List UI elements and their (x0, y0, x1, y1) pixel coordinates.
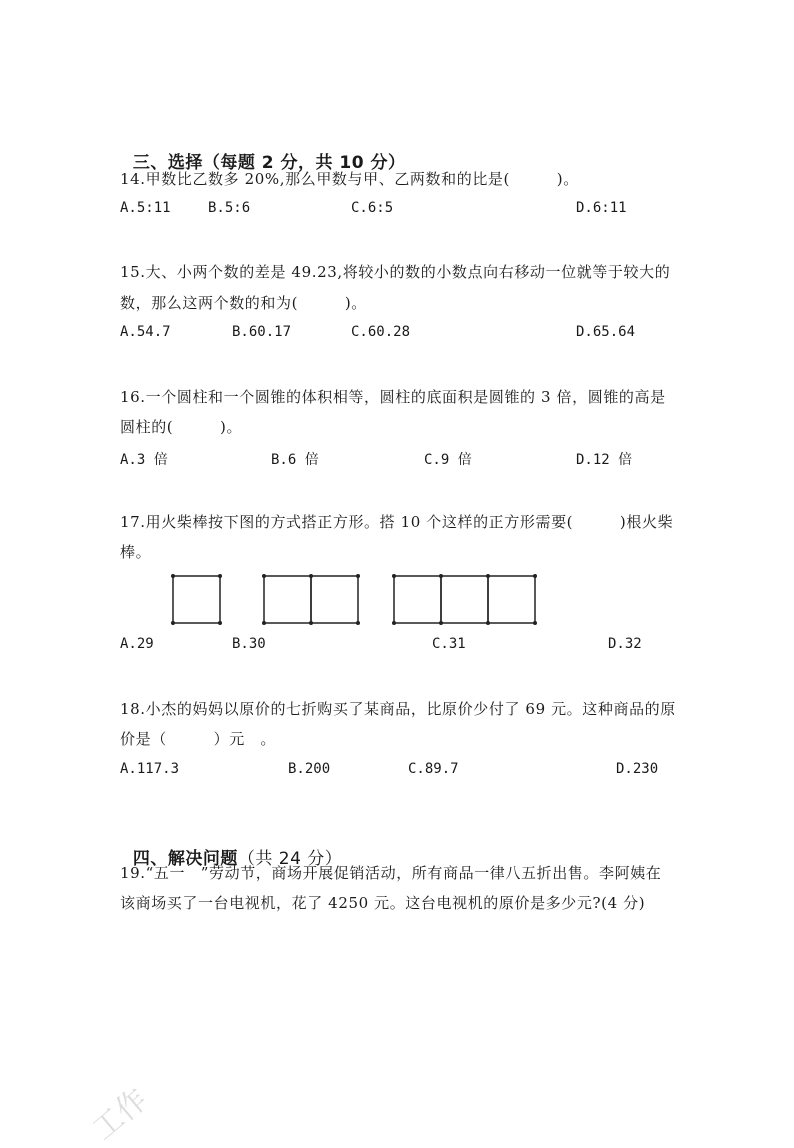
q17-option-c[interactable]: C.31 (432, 636, 466, 652)
question-19-line-2: 该商场买了一台电视机，花了 4250 元。这台电视机的原价是多少元?(4 分) (120, 894, 646, 912)
matchstick-joint-dots (171, 574, 537, 625)
q18-option-c[interactable]: C.89.7 (408, 761, 459, 777)
q16-option-c[interactable]: C.9 倍 (424, 452, 472, 468)
question-16-line-2: 圆柱的( )。 (120, 418, 243, 436)
q15-option-a[interactable]: A.54.7 (120, 324, 171, 340)
question-18-line-1: 18.小杰的妈妈以原价的七折购买了某商品，比原价少付了 69 元。这种商品的原 (120, 700, 676, 718)
q16-option-d[interactable]: D.12 倍 (576, 452, 633, 468)
q16-option-a[interactable]: A.3 倍 (120, 452, 168, 468)
q18-option-d[interactable]: D.230 (616, 761, 659, 777)
q17-option-b[interactable]: B.30 (232, 636, 266, 652)
matchstick-three-squares (394, 576, 535, 623)
question-14-text: 14.甲数比乙数多 20%,那么甲数与甲、乙两数和的比是( )。 (120, 170, 579, 188)
section-3-score: （每题 2 分，共 10 分） (202, 153, 406, 173)
q16-option-b[interactable]: B.6 倍 (271, 452, 319, 468)
q18-option-a[interactable]: A.117.3 (120, 761, 180, 777)
section-3-title: 三、选择 (132, 153, 203, 173)
question-19-line-1: 19.“五一 ”劳动节，商场开展促销活动，所有商品一律八五折出售。李阿姨在 (120, 864, 662, 882)
q14-option-c[interactable]: C.6:5 (351, 200, 394, 216)
matchstick-squares-figure (165, 570, 545, 630)
q15-option-c[interactable]: C.60.28 (351, 324, 411, 340)
q17-option-d[interactable]: D.32 (608, 636, 642, 652)
matchstick-two-squares (264, 576, 358, 623)
question-15-line-2: 数，那么这两个数的和为( )。 (120, 294, 367, 312)
question-17-line-2: 棒。 (120, 543, 152, 561)
q15-option-d[interactable]: D.65.64 (576, 324, 636, 340)
q15-option-b[interactable]: B.60.17 (232, 324, 292, 340)
q17-option-a[interactable]: A.29 (120, 636, 154, 652)
watermark: 工作 (86, 1081, 155, 1148)
q14-option-b[interactable]: B.5:6 (208, 200, 251, 216)
question-18-line-2: 价是（ ）元 。 (120, 730, 277, 748)
question-17-line-1: 17.用火柴棒按下图的方式搭正方形。搭 10 个这样的正方形需要( )根火柴 (120, 513, 674, 531)
q18-option-b[interactable]: B.200 (288, 761, 331, 777)
section-3-heading (120, 128, 406, 173)
q14-option-a[interactable]: A.5:11 (120, 200, 171, 216)
section-4-score: （共 24 分） (237, 849, 343, 869)
question-15-line-1: 15.大、小两个数的差是 49.23,将较小的数的小数点向右移动一位就等于较大的 (120, 263, 671, 281)
question-16-line-1: 16.一个圆柱和一个圆锥的体积相等，圆柱的底面积是圆锥的 3 倍，圆锥的高是 (120, 388, 666, 406)
matchstick-one-square (173, 576, 220, 623)
q14-option-d[interactable]: D.6:11 (576, 200, 627, 216)
section-4-title: 四、解决问题 (132, 849, 238, 869)
